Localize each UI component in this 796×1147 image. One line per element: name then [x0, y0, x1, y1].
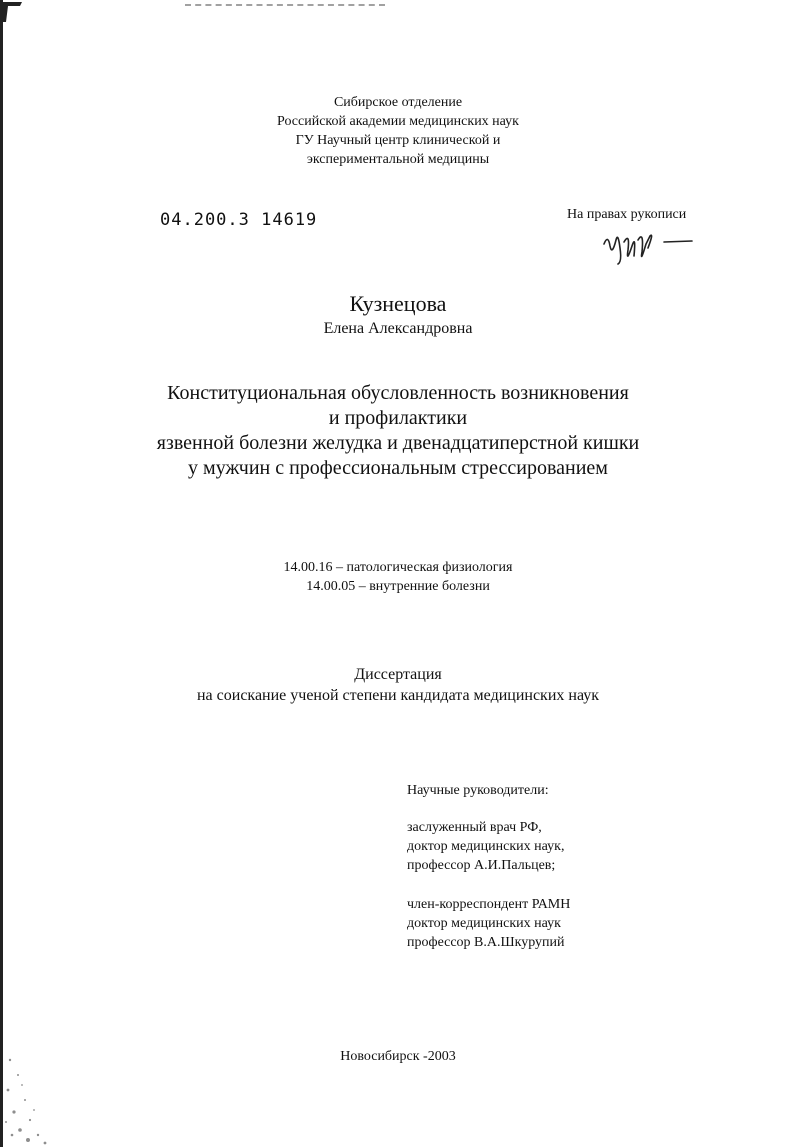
institution-line: ГУ Научный центр клинической и [295, 133, 501, 148]
manuscript-rights: На правах рукописи [567, 207, 687, 222]
dissertation-title [0, 381, 796, 481]
supervisors-block [407, 781, 570, 972]
title-line: Конституциональная обусловленность возникновения [167, 382, 629, 404]
dissertation-heading: Диссертация [354, 666, 442, 683]
dissertation-type [0, 664, 796, 706]
city-year: Новосибирск -2003 [340, 1049, 456, 1064]
institution-line: экспериментальной медицины [306, 152, 490, 167]
registration-code: 04.200.3 14619 [160, 210, 318, 230]
specialty-line: 14.00.16 – патологическая физиология [283, 560, 513, 575]
supervisor-line: профессор А.И.Пальцев; [407, 858, 556, 873]
title-line: и профилактики [328, 407, 468, 429]
supervisor-line: профессор В.А.Шкурупий [407, 935, 565, 950]
specialty-line: 14.00.05 – внутренние болезни [306, 579, 490, 594]
signature-icon [600, 226, 700, 266]
supervisor-entry [407, 818, 570, 875]
institution-line: Сибирское отделение [333, 95, 463, 110]
supervisor-line: доктор медицинских наук, [407, 839, 565, 854]
author-surname: Кузнецова [349, 291, 447, 316]
supervisor-line: доктор медицинских наук [407, 916, 561, 931]
institution-header [0, 93, 796, 169]
supervisor-line: член-корреспондент РАМН [407, 897, 571, 912]
supervisor-line: заслуженный врач РФ, [407, 820, 542, 835]
scan-corner-mark [0, 0, 24, 24]
supervisor-entry [407, 895, 570, 952]
supervisors-heading: Научные руководители: [407, 783, 549, 798]
title-line: язвенной болезни желудка и двенадцатиперстной кишки [156, 432, 640, 454]
author-given-names: Елена Александровна [323, 320, 473, 337]
title-line: у мужчин с профессиональным стрессированием [188, 457, 608, 479]
dissertation-degree: на соискание ученой степени кандидата медицинских наук [196, 687, 600, 704]
specialty-codes [0, 558, 796, 596]
author-block [0, 290, 796, 340]
scan-artifact-top [185, 4, 385, 9]
institution-line: Российской академии медицинских наук [277, 114, 519, 129]
